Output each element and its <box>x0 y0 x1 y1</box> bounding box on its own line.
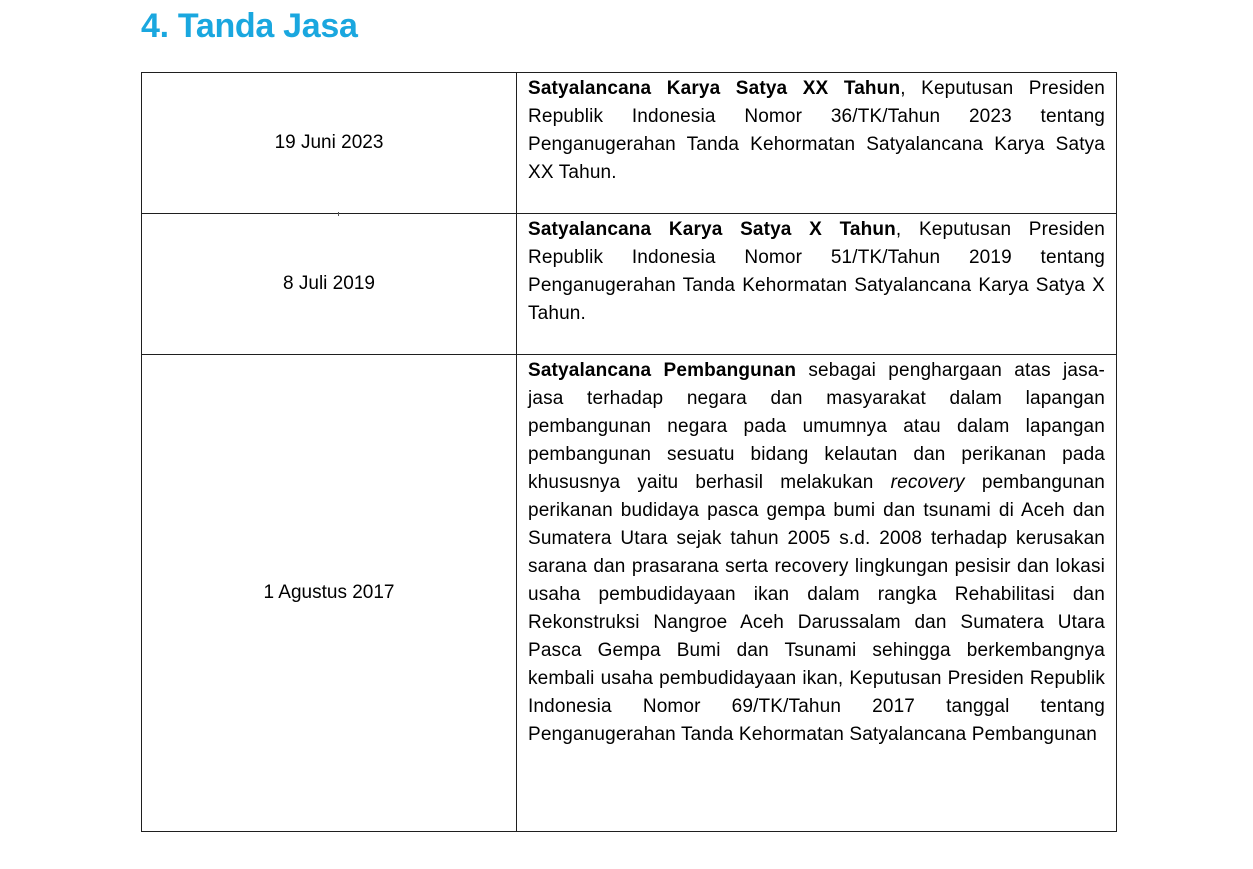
award-description <box>517 73 1117 214</box>
award-description-italic: recovery <box>890 472 965 493</box>
award-description <box>517 214 1117 355</box>
award-name: Satyalancana Pembangunan <box>528 360 797 381</box>
award-description-text: pembangunan perikanan budidaya pasca gempa bumi dan tsunami di Aceh dan Sumatera Utara sejak tahun 2005 s.d. 2008 terhadap kerusakan sarana dan prasarana serta recovery lingkungan pesisir dan lokasi usaha pembudidayaan ikan dalam rangka Rehabilitasi dan Rekonstruksi Nangroe Aceh Darussalam dan Sumatera Utara Pasca Gempa Bumi dan Tsunami sehingga berkembangnya kembali usaha pembudidayaan ikan, Keputusan Presiden Republik Indonesia Nomor 69/TK/Tahun 2017 tanggal tentang Penganugerahan Tanda Kehormatan Satyalancana Pembangunan <box>528 472 1105 745</box>
award-description-text: sebagai penghargaan atas jasa-jasa terhadap negara dan masyarakat dalam lapangan pembangunan negara pada umumnya atau dalam lapangan pembangunan sesuatu bidang kelautan dan perikanan pada khususnya yaitu berhasil melakukan <box>528 360 1105 493</box>
award-date: 1 Agustus 2017 <box>142 355 517 832</box>
section-heading: 4. Tanda Jasa <box>141 7 358 45</box>
awards-table <box>141 72 1117 832</box>
award-date: 8 Juli 2019 <box>142 214 517 355</box>
award-description-text: , Keputusan Presiden Republik Indonesia Nomor 51/TK/Tahun 2019 tentang Penganugerahan Tanda Kehormatan Satyalancana Karya Satya X Tahun. <box>528 219 1105 324</box>
table-row <box>142 214 1117 355</box>
table-row <box>142 355 1117 832</box>
award-name: Satyalancana Karya Satya XX Tahun <box>528 78 901 99</box>
stray-mark <box>338 212 339 216</box>
award-date: 19 Juni 2023 <box>142 73 517 214</box>
table-row <box>142 73 1117 214</box>
award-description <box>517 355 1117 832</box>
award-description-text: , Keputusan Presiden Republik Indonesia Nomor 36/TK/Tahun 2023 tentang Penganugerahan Tanda Kehormatan Satyalancana Karya Satya XX Tahun. <box>528 78 1105 183</box>
award-name: Satyalancana Karya Satya X Tahun <box>528 219 896 240</box>
